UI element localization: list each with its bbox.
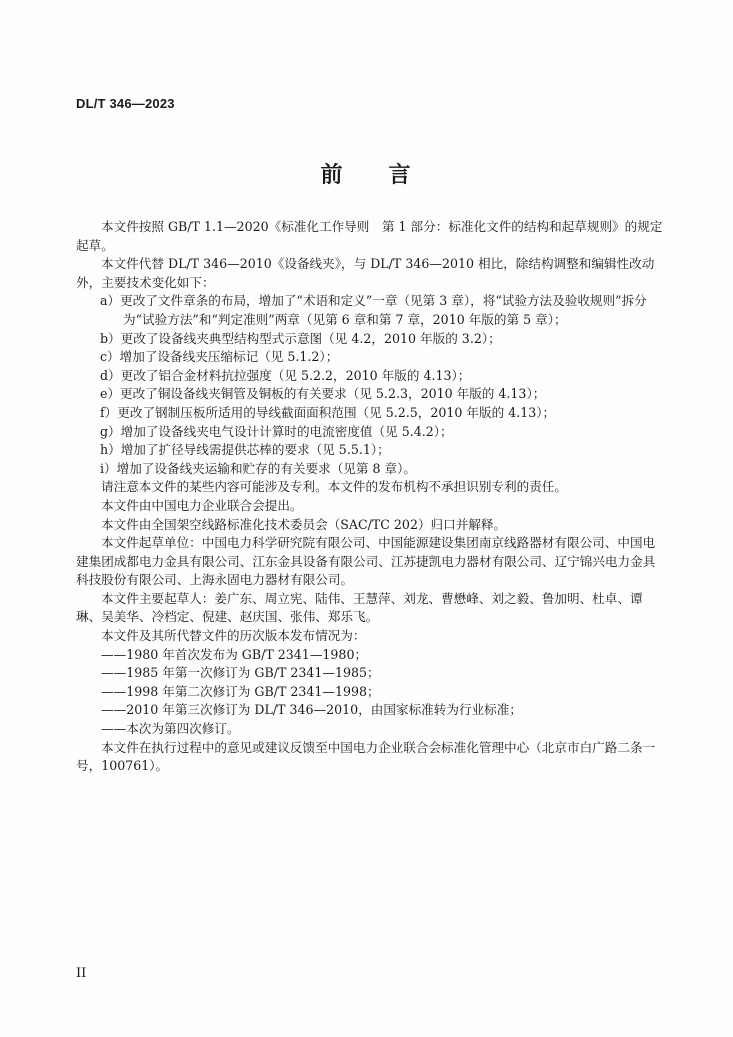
history-item: ——2010 年第三次修订为 DL/T 346—2010，由国家标准转为行业标准； [101,702,522,718]
drafting-units: 本文件起草单位：中国电力科学研究院有限公司、中国能源建设集团南京线路器材有限公司、中国电建集团成都电力金具有限公司、江东金具设备有限公司、江苏捷凯电力器材有限公司、辽宁锦兴电力金具科技股份有限公司、上海永固电力器材有限公司。 [76,535,656,588]
drafters: 本文件主要起草人：姜广东、周立宪、陆伟、王慧萍、刘龙、曹懋峰、刘之毅、鲁加明、杜卓、谭琳、吴美华、冷档定、倪建、赵庆国、张伟、郑乐飞。 [76,590,643,625]
paragraph-drafting-basis: 本文件按照 GB/T 1.1—2020《标准化工作导则 第 1 部分：标准化文件的结构和起草规则》的规定起草。 [76,219,663,253]
interpreter-statement: 本文件由全国架空线路标准化技术委员会（SAC/TC 202）归口并解释。 [101,516,507,532]
feedback-statement: 本文件在执行过程中的意见或建议反馈至中国电力企业联合会标准化管理中心（北京市白广路二条一号，100761）。 [76,739,656,774]
paragraph-replacement: 本文件代替 DL/T 346—2010《设备线夹》，与 DL/T 346—2010 相比，除结构调整和编辑性改动外，主要技术变化如下： [76,256,655,290]
change-item: a）更改了文件章条的布局，增加了“术语和定义”一章（见第 3 章），将“试验方法及验收规则”拆分为“试验方法”和“判定准则”两章（见第 6 章和第 7 章，2010 年版的第 5 章）； [100,293,647,327]
change-item: b）更改了设备线夹典型结构型式示意图（见 4.2，2010 年版的 3.2）； [100,330,501,346]
history-item: ——1985 年第一次修订为 GB/T 2341—1985； [101,665,380,681]
title-char-1: 前 [320,162,345,188]
page-title [0,158,733,189]
history-intro: 本文件及其所代替文件的历次版本发布情况为： [101,628,366,644]
proposer-statement: 本文件由中国电力企业联合会提出。 [101,497,303,513]
patent-notice: 请注意本文件的某些内容可能涉及专利。本文件的发布机构不承担识别专利的责任。 [101,479,567,495]
change-item: d）更改了铝合金材料抗拉强度（见 5.2.2，2010 年版的 4.13）； [100,367,471,383]
change-item: c）增加了设备线夹压缩标记（见 5.1.2）； [100,349,339,365]
history-item: ——1998 年第二次修订为 GB/T 2341—1998； [101,683,380,699]
foreword-body [76,218,666,776]
history-item: ——1980 年首次发布为 GB/T 2341—1980； [101,646,368,662]
title-char-2: 言 [388,162,413,188]
change-item: e）更改了铜设备线夹铜管及铜板的有关要求（见 5.2.3，2010 年版的 4.13）； [100,386,546,402]
page-number: II [76,966,87,981]
change-item: i）增加了设备线夹运输和贮存的有关要求（见第 8 章）。 [100,460,416,476]
change-item: f）更改了钢制压板所适用的导线截面面积范围（见 5.2.5，2010 年版的 4.13）； [100,404,556,420]
standard-code: DL/T 346—2023 [76,96,175,111]
history-item: ——本次为第四次修订。 [101,721,240,737]
change-item: g）增加了设备线夹电气设计计算时的电流密度值（见 5.4.2）； [100,423,453,439]
change-item: h）增加了扩径导线需提供芯棒的要求（见 5.5.1）； [100,442,390,458]
